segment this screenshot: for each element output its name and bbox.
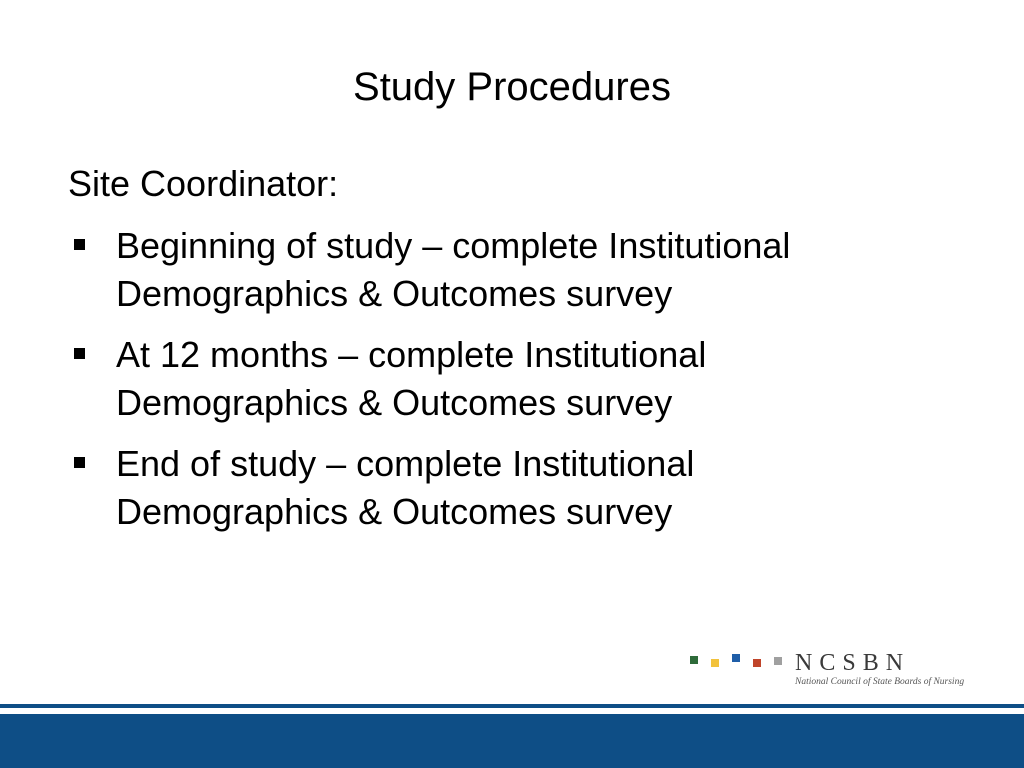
bullet-item [68,440,928,536]
logo-square [690,656,698,664]
square-bullet-icon [74,457,85,468]
footer-bar [0,714,1024,768]
square-bullet-icon [74,348,85,359]
logo-square [774,657,782,665]
ncsbn-logo [690,650,980,694]
logo-square [711,659,719,667]
logo-square [732,654,740,662]
bullet-list [68,222,928,549]
slide-subtitle: Site Coordinator: [68,163,339,204]
footer-line [0,704,1024,708]
logo-squares-icon [690,656,795,667]
logo-name: NCSBN [795,650,911,676]
logo-tagline: National Council of State Boards of Nursing [795,677,965,687]
bullet-text: Beginning of study – complete Institutional Demographics & Outcomes survey [116,225,791,314]
slide-title: Study Procedures [353,65,671,109]
logo-square [753,659,761,667]
bullet-text: At 12 months – complete Institutional Demographics & Outcomes survey [116,334,707,423]
square-bullet-icon [74,239,85,250]
bullet-item [68,222,928,318]
bullet-item [68,331,928,427]
bullet-text: End of study – complete Institutional Demographics & Outcomes survey [116,443,695,532]
